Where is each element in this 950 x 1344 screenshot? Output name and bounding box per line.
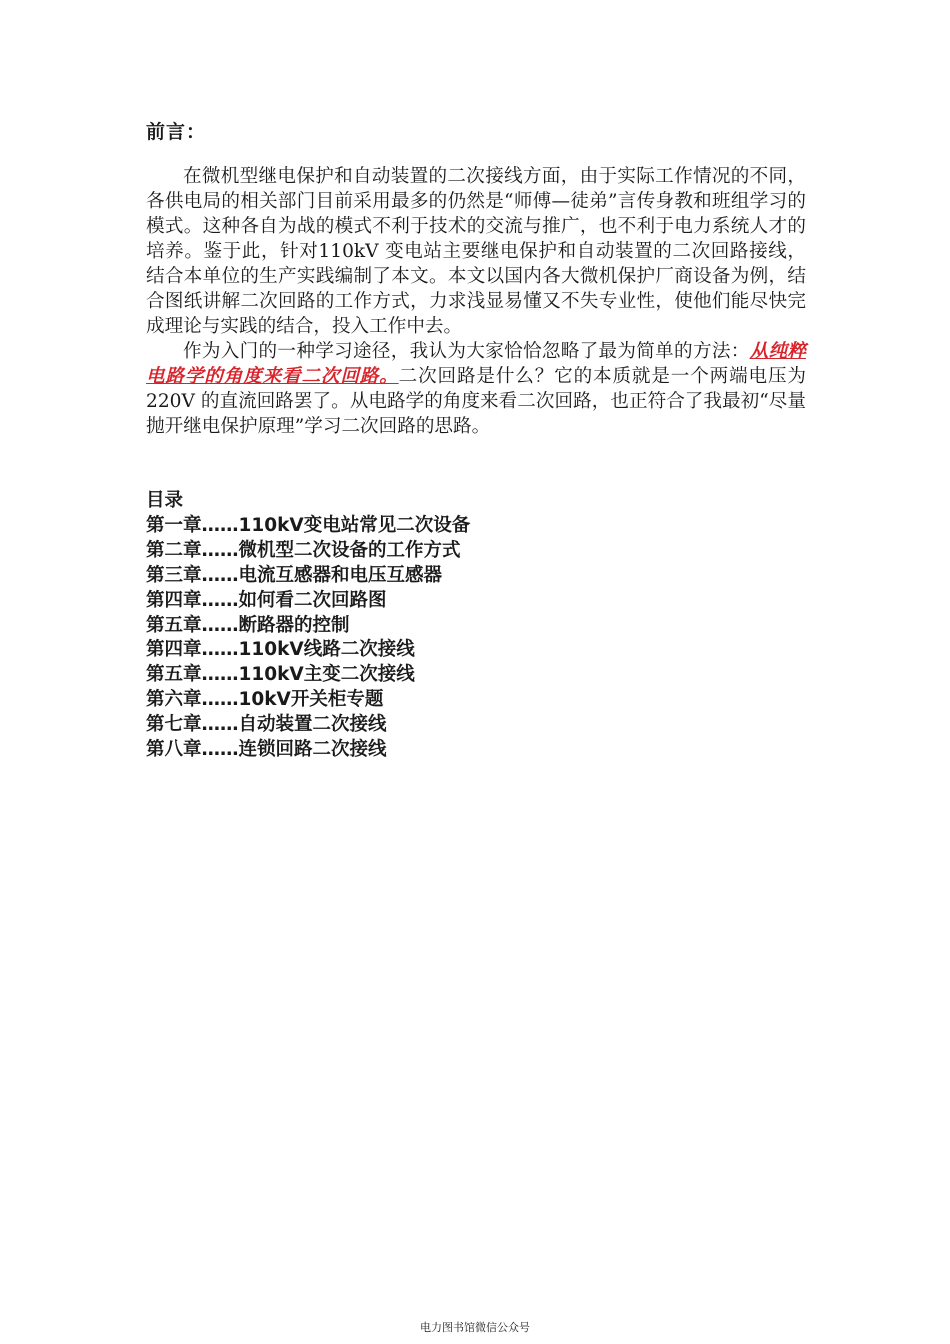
table-of-contents	[146, 489, 470, 763]
toc-list	[146, 514, 470, 763]
toc-item: 第七章……自动装置二次接线	[146, 714, 387, 736]
preface-emphasis-text: 从纯粹电路学的角度来看二次回路。	[146, 341, 806, 387]
page-footer: 电力图书馆微信公众号	[420, 1321, 530, 1334]
preface-paragraph-2-intro: 作为入门的一种学习途径，我认为大家恰恰忽略了最为简单的方法：	[183, 341, 750, 362]
toc-item: 第四章……110kV线路二次接线	[146, 639, 415, 661]
preface-heading: 前言：	[146, 121, 207, 143]
toc-item: 第五章……110kV主变二次接线	[146, 664, 415, 686]
toc-item: 第一章……110kV变电站常见二次设备	[146, 514, 471, 536]
preface-paragraph-2-rest: 二次回路是什么？它的本质就是一个两端电压为220V 的直流回路罢了。从电路学的角度来看二次回路，也正符合了我最初“尽量抛开继电保护原理”学习二次回路的思路。	[146, 366, 806, 437]
toc-item: 第四章……如何看二次回路图	[146, 589, 387, 611]
toc-item: 第八章……连锁回路二次接线	[146, 739, 387, 761]
toc-item: 第六章……10kV开关柜专题	[146, 689, 384, 711]
toc-item: 第五章……断路器的控制	[146, 614, 350, 636]
preface-paragraph-1: 在微机型继电保护和自动装置的二次接线方面，由于实际工作情况的不同，各供电局的相关部门目前采用最多的仍然是“师傅—徒弟”言传身教和班组学习的模式。这种各自为战的模式不利于技术的交流与推广，也不利于电力系统人才的培养。鉴于此，针对110kV 变电站主要继电保护和自动装置的二次回路接线，结合本单位的生产实践编制了本文。本文以国内各大微机保护厂商设备为例，结合图纸讲解二次回路的工作方式，力求浅显易懂又不失专业性，使他们能尽快完成理论与实践的结合，投入工作中去。	[146, 166, 806, 337]
toc-item: 第二章……微机型二次设备的工作方式	[146, 539, 461, 561]
preface-body	[146, 164, 806, 439]
toc-item: 第三章……电流互感器和电压互感器	[146, 564, 443, 586]
toc-title: 目录	[146, 490, 184, 511]
preface-paragraph-2	[146, 339, 806, 439]
